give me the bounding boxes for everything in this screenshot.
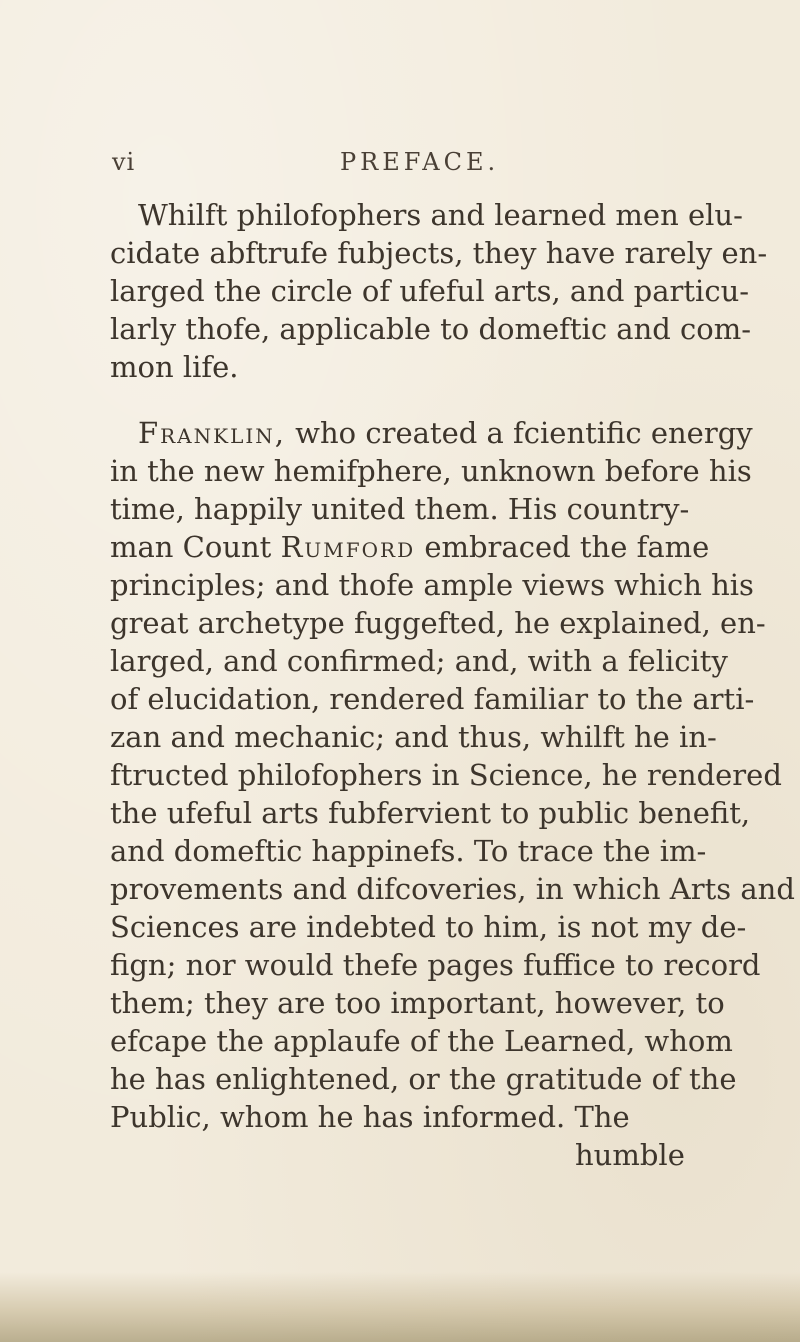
- text-line: Whilft philofophers and learned men elu-: [138, 198, 743, 232]
- text-line: Public, whom he has informed. The: [110, 1100, 630, 1134]
- text-run: who created a fcientific energy: [285, 416, 753, 450]
- running-title: PREFACE.: [340, 148, 500, 176]
- text-run: embraced the fame: [415, 530, 710, 564]
- text-line: principles; and thofe ample views which his: [110, 568, 754, 602]
- text-line: time, happily united them. His country-: [110, 492, 690, 526]
- text-line: Sciences are indebted to him, is not my de-: [110, 910, 747, 944]
- text-line: the ufeful arts fubfervient to public benefit,: [110, 796, 751, 830]
- page-bottom-edge: [0, 1272, 800, 1342]
- text-line: provements and difcoveries, in which Arts and: [110, 872, 795, 906]
- text-line: efcape the applaufe of the Learned, whom: [110, 1024, 733, 1058]
- text-line: of elucidation, rendered familiar to the arti-: [110, 682, 755, 716]
- text-line: larly thofe, applicable to domeftic and com-: [110, 312, 752, 346]
- text-line: [110, 528, 709, 566]
- text-line: he has enlightened, or the gratitude of the: [110, 1062, 737, 1096]
- text-line: cidate abftrufe fubjects, they have rarely en-: [110, 236, 768, 270]
- text-run: man Count: [110, 530, 281, 564]
- text-line: zan and mechanic; and thus, whilft he in-: [110, 720, 717, 754]
- name-franklin: Franklin,: [138, 416, 286, 450]
- text-line: larged the circle of ufeful arts, and particu-: [110, 274, 750, 308]
- text-line: them; they are too important, however, to: [110, 986, 725, 1020]
- text-line: mon life.: [110, 350, 239, 384]
- running-head: [112, 148, 712, 184]
- text-line: and domeftic happinefs. To trace the im-: [110, 834, 707, 868]
- text-line: in the new hemifphere, unknown before his: [110, 454, 752, 488]
- text-line: [138, 414, 753, 452]
- name-rumford: Rumford: [280, 530, 416, 564]
- page-number: vi: [112, 148, 136, 176]
- text-line: great archetype fuggefted, he explained, en-: [110, 606, 766, 640]
- catchword: humble: [575, 1138, 685, 1172]
- text-line: ftructed philofophers in Science, he rendered: [110, 758, 782, 792]
- text-line: larged, and confirmed; and, with a felicity: [110, 644, 728, 678]
- text-line: fign; nor would thefe pages fuffice to record: [110, 948, 761, 982]
